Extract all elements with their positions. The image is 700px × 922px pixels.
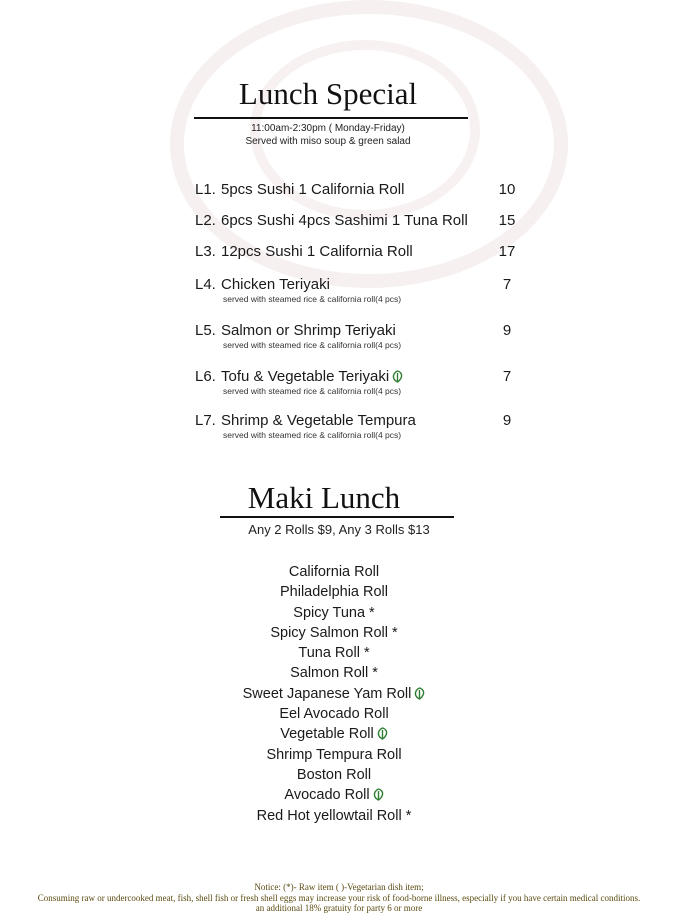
maki-rolls-list [0,562,668,826]
lunch-item-price: 9 [502,322,512,339]
maki-roll-item [0,562,668,582]
lunch-item-name [221,412,497,429]
maki-roll-item [0,663,668,683]
lunch-item-name-text: Tofu & Vegetable Teriyaki [221,368,390,385]
lunch-item-price: 9 [502,412,512,429]
maki-roll-name: Red Hot yellowtail Roll * [256,807,412,824]
lunch-special-title: Lunch Special [238,76,418,111]
lunch-item-name [221,181,497,198]
lunch-item-code: L4. [195,276,216,293]
lunch-item [195,368,525,396]
lunch-item-code: L5. [195,322,216,339]
lunch-item-name [221,322,497,339]
lunch-item [195,412,525,440]
maki-lunch-title: Maki Lunch [247,480,401,515]
lunch-item-code: L2. [195,212,216,229]
lunch-item-price: 17 [498,243,516,260]
lunch-item-name-text: 6pcs Sushi 4pcs Sashimi 1 Tuna Roll [221,212,468,229]
lunch-title-rule [194,117,468,119]
lunch-item-price: 15 [498,212,516,229]
leaf-icon [392,370,403,383]
maki-roll-name: Salmon Roll * [290,665,378,682]
lunch-item-code: L7. [195,412,216,429]
lunch-item [195,276,525,304]
maki-roll-item [0,684,668,704]
maki-roll-item [0,785,668,805]
lunch-item-code: L1. [195,181,216,198]
maki-roll-name: Spicy Salmon Roll * [270,624,398,641]
maki-roll-name: Vegetable Roll [280,726,374,743]
leaf-icon [373,788,384,801]
lunch-hours: 11:00am-2:30pm ( Monday-Friday) [251,123,405,134]
lunch-item-name [221,276,497,293]
maki-roll-item [0,745,668,765]
maki-roll-name: Sweet Japanese Yam Roll [242,685,412,702]
lunch-item-note: served with steamed rice & california roll(4 pcs) [223,430,402,440]
lunch-item-name [221,243,497,260]
footer-line-3: an additional 18% gratuity for party 6 or more [255,903,423,913]
maki-roll-name: Eel Avocado Roll [279,706,389,723]
lunch-item-note: served with steamed rice & california roll(4 pcs) [223,294,402,304]
lunch-item-name-text: Chicken Teriyaki [221,276,330,293]
maki-title-rule [220,516,454,518]
maki-roll-name: Boston Roll [296,766,372,783]
footer-line-1: Notice: (*)- Raw item ( )-Vegetarian dish item; [254,882,424,892]
maki-roll-item [0,623,668,643]
maki-roll-item [0,724,668,744]
lunch-item [195,322,525,350]
lunch-item-code: L3. [195,243,216,260]
lunch-item-code: L6. [195,368,216,385]
lunch-item-price: 7 [502,368,512,385]
lunch-item [195,243,525,260]
maki-roll-item [0,765,668,785]
maki-roll-item [0,603,668,623]
maki-roll-item [0,806,668,826]
footer-notice [0,882,678,914]
lunch-item-price: 10 [498,181,516,198]
maki-roll-item [0,643,668,663]
maki-roll-name: Philadelphia Roll [279,584,388,601]
lunch-item-note: served with steamed rice & california roll(4 pcs) [223,340,402,350]
lunch-item [195,181,525,198]
leaf-icon [377,727,388,740]
lunch-item [195,212,525,229]
footer-line-2: Consuming raw or undercooked meat, fish, shell fish or fresh shell eggs may increase your risk of food-borne illness, especially if you have certain medical conditions. [37,892,641,903]
lunch-item-name-text: 5pcs Sushi 1 California Roll [221,181,405,198]
maki-roll-item [0,704,668,724]
lunch-item-name [221,368,497,385]
lunch-served-with: Served with miso soup & green salad [245,136,411,147]
leaf-icon [414,687,425,700]
maki-roll-name: Tuna Roll * [298,645,370,662]
lunch-item-name-text: Shrimp & Vegetable Tempura [221,412,416,429]
lunch-item-name-text: 12pcs Sushi 1 California Roll [221,243,413,260]
maki-roll-name: Avocado Roll [284,787,370,804]
maki-roll-name: California Roll [288,564,380,580]
maki-roll-name: Shrimp Tempura Roll [266,746,402,763]
lunch-item-name-text: Salmon or Shrimp Teriyaki [221,322,396,339]
maki-roll-name: Spicy Tuna * [293,604,375,621]
lunch-item-name [221,212,497,229]
maki-pricing: Any 2 Rolls $9, Any 3 Rolls $13 [248,522,430,537]
lunch-item-note: served with steamed rice & california roll(4 pcs) [223,386,402,396]
maki-roll-item [0,582,668,602]
lunch-item-price: 7 [502,276,512,293]
